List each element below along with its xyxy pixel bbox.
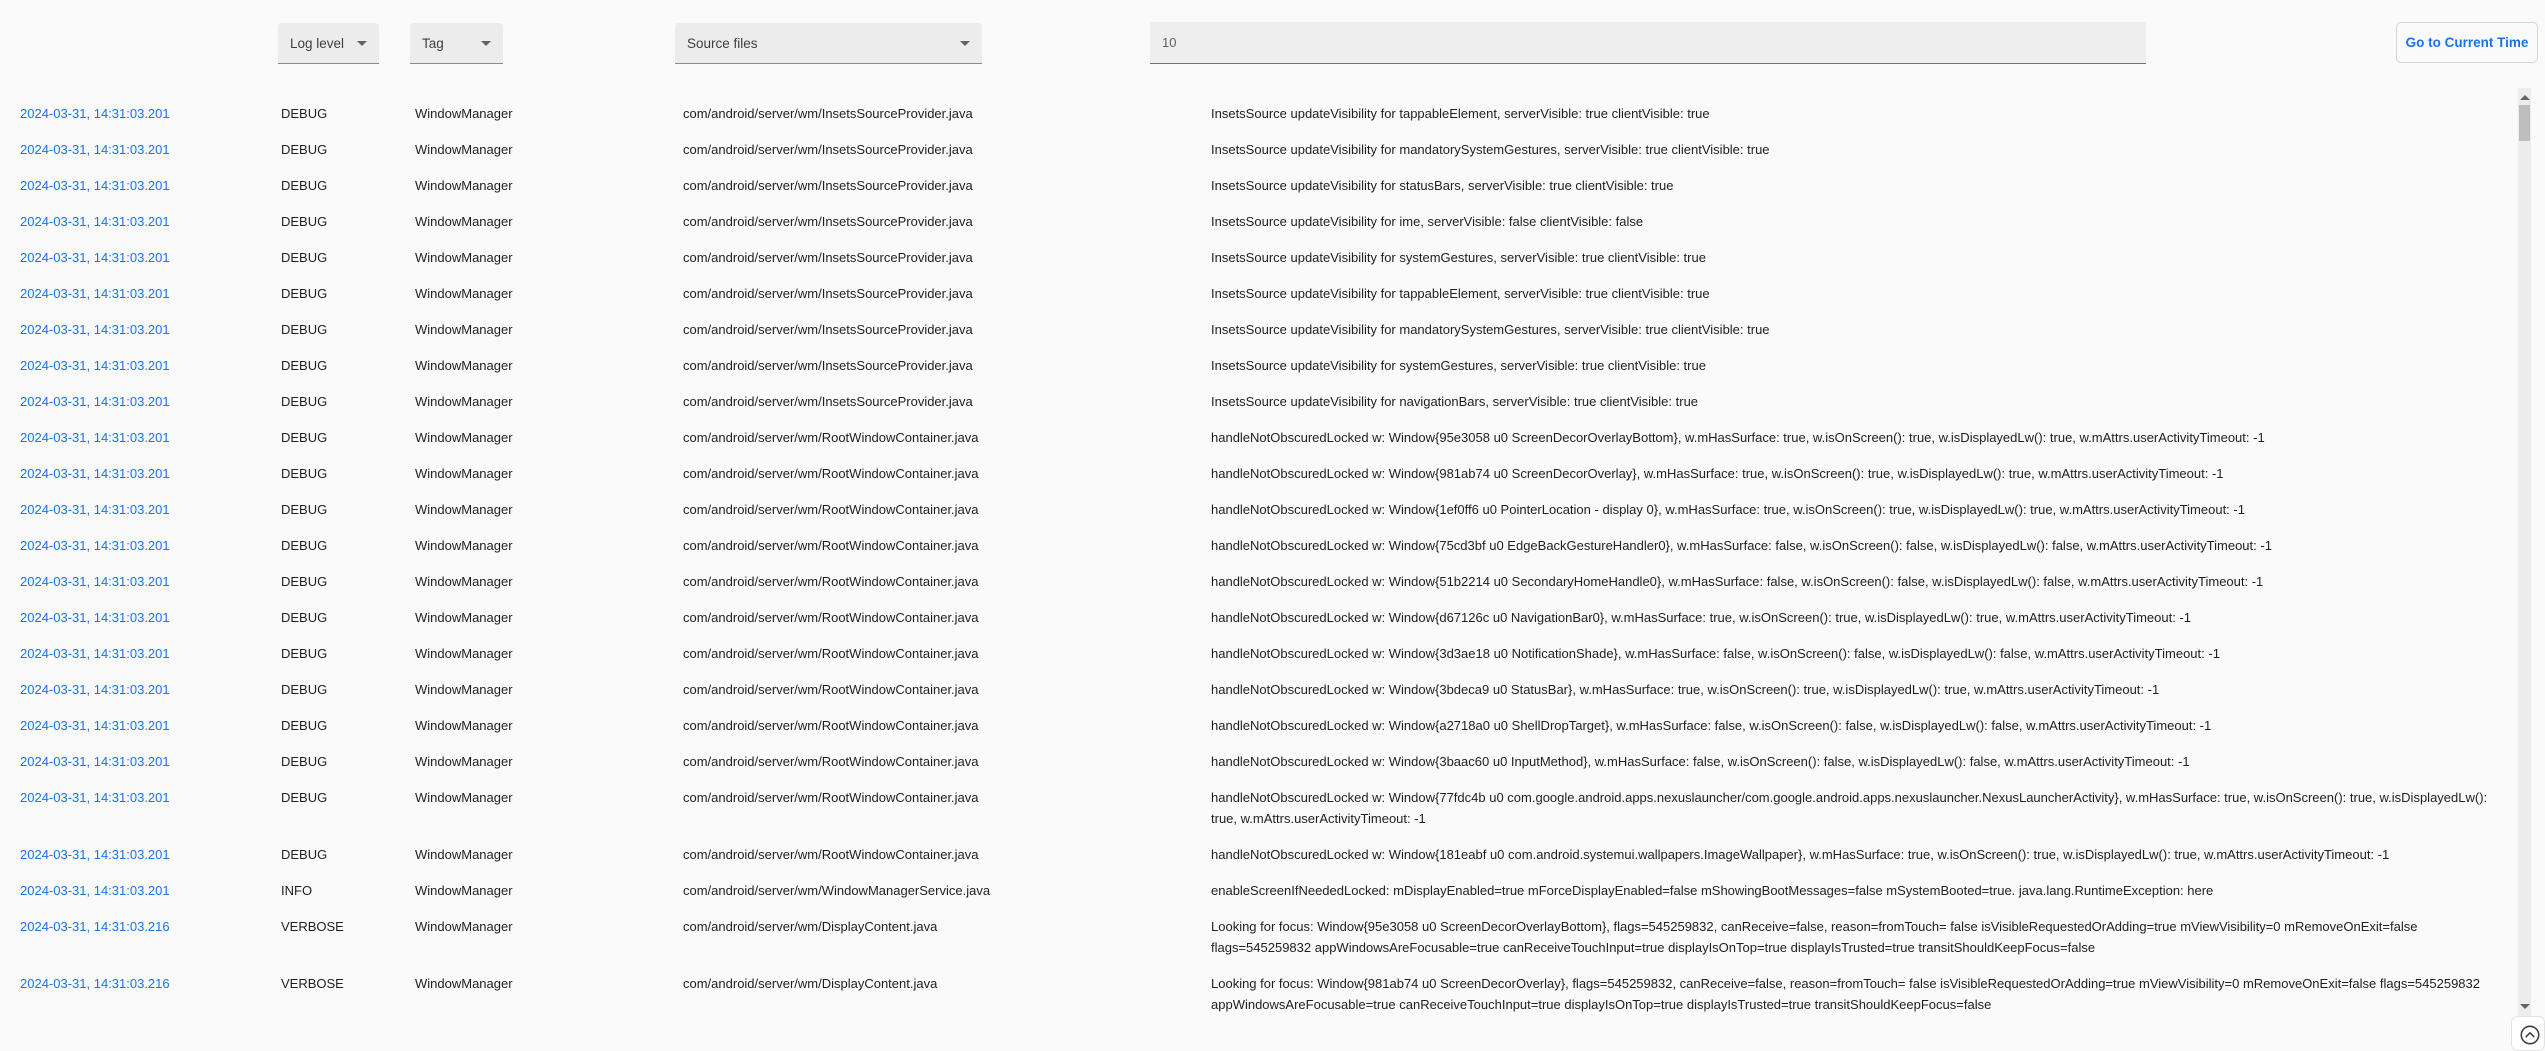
log-source-cell: com/android/server/wm/RootWindowContainer.java bbox=[683, 610, 979, 625]
log-message-cell: handleNotObscuredLocked w: Window{181eabf u0 com.android.systemui.wallpapers.ImageWallpaper}, w.mHasSurface: true, w.isOnScreen(): true, w.isDisplayedLw(): true, w.mAttrs.userActivityTimeout: -1 bbox=[1211, 847, 2390, 862]
log-source-cell: com/android/server/wm/RootWindowContainer.java bbox=[683, 718, 979, 733]
log-tag-cell: WindowManager bbox=[415, 976, 513, 991]
scrollbar-up-arrow-icon[interactable] bbox=[2520, 95, 2530, 100]
log-row bbox=[0, 743, 2517, 779]
circle-chevron-up-icon bbox=[2519, 1024, 2541, 1046]
log-tag-cell: WindowManager bbox=[415, 610, 513, 625]
log-row bbox=[0, 563, 2517, 599]
log-tag-cell: WindowManager bbox=[415, 538, 513, 553]
log-timestamp-link[interactable]: 2024-03-31, 14:31:03.201 bbox=[20, 718, 170, 733]
log-row bbox=[0, 491, 2517, 527]
log-source-cell: com/android/server/wm/RootWindowContainer.java bbox=[683, 538, 979, 553]
scrollbar-down-arrow-icon[interactable] bbox=[2520, 1004, 2530, 1009]
log-level-cell: DEBUG bbox=[281, 754, 328, 769]
log-source-cell: com/android/server/wm/RootWindowContainer.java bbox=[683, 682, 979, 697]
log-timestamp-link[interactable]: 2024-03-31, 14:31:03.201 bbox=[20, 610, 170, 625]
log-source-cell: com/android/server/wm/InsetsSourceProvider.java bbox=[683, 394, 973, 409]
log-message-cell: Looking for focus: Window{981ab74 u0 ScreenDecorOverlay}, flags=545259832, canReceive=false, reason=fromTouch= false isVisibleRequestedOrAdding=true mViewVisibility=0 mRemoveOnExit=false flags=545259832 appWindowsAreFocusable=true canReceiveTouchInput=true displayIsOnTop=true displayIsTrusted=true transitShouldKeepFocus=false bbox=[1211, 976, 2480, 1012]
log-level-cell: DEBUG bbox=[281, 286, 328, 301]
log-row bbox=[0, 779, 2517, 836]
log-source-cell: com/android/server/wm/InsetsSourceProvider.java bbox=[683, 322, 973, 337]
log-message-cell: InsetsSource updateVisibility for systemGestures, serverVisible: true clientVisible: true bbox=[1211, 250, 1706, 265]
log-tag-cell: WindowManager bbox=[415, 847, 513, 862]
log-tag-cell: WindowManager bbox=[415, 718, 513, 733]
log-level-cell: DEBUG bbox=[281, 178, 328, 193]
log-level-cell: INFO bbox=[281, 883, 313, 898]
log-source-cell: com/android/server/wm/InsetsSourceProvider.java bbox=[683, 214, 973, 229]
log-tag-cell: WindowManager bbox=[415, 919, 513, 934]
log-level-select[interactable] bbox=[278, 23, 379, 64]
log-message-cell: handleNotObscuredLocked w: Window{1ef0ff6 u0 PointerLocation - display 0}, w.mHasSurface: true, w.isOnScreen(): true, w.isDisplayedLw(): true, w.mAttrs.userActivityTimeout: -1 bbox=[1211, 502, 2245, 517]
log-level-cell: DEBUG bbox=[281, 790, 328, 805]
log-timestamp-link[interactable]: 2024-03-31, 14:31:03.201 bbox=[20, 394, 170, 409]
log-tag-cell: WindowManager bbox=[415, 394, 513, 409]
log-message-cell: handleNotObscuredLocked w: Window{3baac60 u0 InputMethod}, w.mHasSurface: false, w.isOnScreen(): false, w.isDisplayedLw(): false, w.mAttrs.userActivityTimeout: -1 bbox=[1211, 754, 2190, 769]
log-level-cell: DEBUG bbox=[281, 394, 328, 409]
log-row bbox=[0, 95, 2517, 131]
log-timestamp-link[interactable]: 2024-03-31, 14:31:03.201 bbox=[20, 106, 170, 121]
log-row bbox=[0, 527, 2517, 563]
log-message-cell: InsetsSource updateVisibility for systemGestures, serverVisible: true clientVisible: true bbox=[1211, 358, 1706, 373]
log-tag-cell: WindowManager bbox=[415, 502, 513, 517]
log-level-cell: DEBUG bbox=[281, 646, 328, 661]
source-files-select[interactable] bbox=[675, 23, 982, 64]
log-row bbox=[0, 419, 2517, 455]
log-timestamp-link[interactable]: 2024-03-31, 14:31:03.201 bbox=[20, 178, 170, 193]
log-timestamp-link[interactable]: 2024-03-31, 14:31:03.201 bbox=[20, 502, 170, 517]
log-level-cell: DEBUG bbox=[281, 142, 328, 157]
log-level-cell: DEBUG bbox=[281, 574, 328, 589]
log-source-cell: com/android/server/wm/RootWindowContainer.java bbox=[683, 466, 979, 481]
log-source-cell: com/android/server/wm/RootWindowContainer.java bbox=[683, 754, 979, 769]
log-timestamp-link[interactable]: 2024-03-31, 14:31:03.201 bbox=[20, 358, 170, 373]
log-tag-cell: WindowManager bbox=[415, 178, 513, 193]
log-message-cell: handleNotObscuredLocked w: Window{95e3058 u0 ScreenDecorOverlayBottom}, w.mHasSurface: true, w.isOnScreen(): true, w.isDisplayedLw(): true, w.mAttrs.userActivityTimeout: -1 bbox=[1211, 430, 2265, 445]
vertical-scrollbar[interactable] bbox=[2518, 88, 2531, 1016]
log-source-cell: com/android/server/wm/InsetsSourceProvider.java bbox=[683, 250, 973, 265]
log-source-cell: com/android/server/wm/RootWindowContainer.java bbox=[683, 847, 979, 862]
log-source-cell: com/android/server/wm/InsetsSourceProvider.java bbox=[683, 106, 973, 121]
log-row bbox=[0, 167, 2517, 203]
log-level-cell: DEBUG bbox=[281, 538, 328, 553]
log-tag-cell: WindowManager bbox=[415, 646, 513, 661]
log-tag-cell: WindowManager bbox=[415, 682, 513, 697]
log-level-cell: DEBUG bbox=[281, 502, 328, 517]
log-row bbox=[0, 347, 2517, 383]
log-message-cell: handleNotObscuredLocked w: Window{d67126c u0 NavigationBar0}, w.mHasSurface: true, w.isOnScreen(): true, w.isDisplayedLw(): true, w.mAttrs.userActivityTimeout: -1 bbox=[1211, 610, 2192, 625]
log-source-cell: com/android/server/wm/InsetsSourceProvider.java bbox=[683, 358, 973, 373]
log-tag-cell: WindowManager bbox=[415, 574, 513, 589]
log-level-cell: VERBOSE bbox=[281, 919, 344, 934]
log-row bbox=[0, 965, 2517, 1022]
log-tag-cell: WindowManager bbox=[415, 466, 513, 481]
log-timestamp-link[interactable]: 2024-03-31, 14:31:03.201 bbox=[20, 430, 170, 445]
log-timestamp-link[interactable]: 2024-03-31, 14:31:03.201 bbox=[20, 790, 170, 805]
log-tag-cell: WindowManager bbox=[415, 106, 513, 121]
log-message-cell: handleNotObscuredLocked w: Window{77fdc4b u0 com.google.android.apps.nexuslauncher/com.google.android.apps.nexuslauncher.NexusLauncherActivity}, w.mHasSurface: true, w.isOnScreen(): true, w.isDisplayedLw(): true, w.mAttrs.userActivityTimeout: -1 bbox=[1211, 790, 2488, 826]
log-tag-cell: WindowManager bbox=[415, 250, 513, 265]
log-timestamp-link[interactable]: 2024-03-31, 14:31:03.216 bbox=[20, 919, 170, 934]
log-timestamp-link[interactable]: 2024-03-31, 14:31:03.201 bbox=[20, 286, 170, 301]
log-level-cell: DEBUG bbox=[281, 718, 328, 733]
log-row bbox=[0, 707, 2517, 743]
log-row bbox=[0, 455, 2517, 491]
log-timestamp-link[interactable]: 2024-03-31, 14:31:03.201 bbox=[20, 646, 170, 661]
log-tag-cell: WindowManager bbox=[415, 790, 513, 805]
log-source-cell: com/android/server/wm/RootWindowContainer.java bbox=[683, 430, 979, 445]
log-message-cell: handleNotObscuredLocked w: Window{51b2214 u0 SecondaryHomeHandle0}, w.mHasSurface: false, w.isOnScreen(): false, w.isDisplayedLw(): false, w.mAttrs.userActivityTimeout: -1 bbox=[1211, 574, 2264, 589]
log-row bbox=[0, 671, 2517, 707]
tag-select-label: Tag bbox=[422, 35, 444, 51]
chevron-down-icon bbox=[357, 41, 367, 46]
log-level-cell: DEBUG bbox=[281, 322, 328, 337]
log-row bbox=[0, 908, 2517, 965]
log-message-cell: handleNotObscuredLocked w: Window{981ab74 u0 ScreenDecorOverlay}, w.mHasSurface: true, w.isOnScreen(): true, w.isDisplayedLw(): true, w.mAttrs.userActivityTimeout: -1 bbox=[1211, 466, 2224, 481]
log-row bbox=[0, 239, 2517, 275]
log-source-cell: com/android/server/wm/InsetsSourceProvider.java bbox=[683, 286, 973, 301]
log-message-cell: InsetsSource updateVisibility for statusBars, serverVisible: true clientVisible: true bbox=[1211, 178, 1674, 193]
log-message-cell: InsetsSource updateVisibility for navigationBars, serverVisible: true clientVisible: true bbox=[1211, 394, 1699, 409]
log-timestamp-link[interactable]: 2024-03-31, 14:31:03.201 bbox=[20, 682, 170, 697]
log-timestamp-link[interactable]: 2024-03-31, 14:31:03.201 bbox=[20, 574, 170, 589]
log-timestamp-link[interactable]: 2024-03-31, 14:31:03.201 bbox=[20, 538, 170, 553]
log-timestamp-link[interactable]: 2024-03-31, 14:31:03.201 bbox=[20, 466, 170, 481]
log-source-cell: com/android/server/wm/RootWindowContainer.java bbox=[683, 646, 979, 661]
log-row bbox=[0, 275, 2517, 311]
log-message-cell: handleNotObscuredLocked w: Window{3d3ae18 u0 NotificationShade}, w.mHasSurface: false, w.isOnScreen(): false, w.isDisplayedLw(): false, w.mAttrs.userActivityTimeout: -1 bbox=[1211, 646, 2220, 661]
log-source-cell: com/android/server/wm/WindowManagerService.java bbox=[683, 883, 991, 898]
filter-toolbar bbox=[0, 0, 2545, 88]
log-source-cell: com/android/server/wm/RootWindowContainer.java bbox=[683, 502, 979, 517]
log-level-cell: DEBUG bbox=[281, 466, 328, 481]
log-list bbox=[0, 95, 2517, 1051]
log-timestamp-link[interactable]: 2024-03-31, 14:31:03.201 bbox=[20, 142, 170, 157]
log-source-cell: com/android/server/wm/RootWindowContainer.java bbox=[683, 790, 979, 805]
log-level-cell: DEBUG bbox=[281, 610, 328, 625]
log-message-cell: InsetsSource updateVisibility for tappableElement, serverVisible: true clientVisible: true bbox=[1211, 286, 1710, 301]
scrollbar-thumb[interactable] bbox=[2519, 105, 2530, 141]
log-level-cell: DEBUG bbox=[281, 106, 328, 121]
log-source-cell: com/android/server/wm/RootWindowContainer.java bbox=[683, 574, 979, 589]
log-message-cell: Looking for focus: Window{95e3058 u0 ScreenDecorOverlayBottom}, flags=545259832, canReceive=false, reason=fromTouch= false isVisibleRequestedOrAdding=true mViewVisibility=0 mRemoveOnExit=false flags=545259832 appWindowsAreFocusable=true canReceiveTouchInput=true displayIsOnTop=true displayIsTrusted=true transitShouldKeepFocus=false bbox=[1211, 919, 2418, 955]
log-row bbox=[0, 383, 2517, 419]
log-message-cell: InsetsSource updateVisibility for ime, serverVisible: false clientVisible: false bbox=[1211, 214, 1644, 229]
log-timestamp-link[interactable]: 2024-03-31, 14:31:03.201 bbox=[20, 214, 170, 229]
log-level-select-label: Log level bbox=[290, 35, 345, 51]
chevron-down-icon bbox=[481, 41, 491, 46]
chevron-down-icon bbox=[960, 41, 970, 46]
log-level-cell: DEBUG bbox=[281, 682, 328, 697]
log-tag-cell: WindowManager bbox=[415, 322, 513, 337]
log-tag-cell: WindowManager bbox=[415, 883, 513, 898]
log-message-cell: enableScreenIfNeededLocked: mDisplayEnabled=true mForceDisplayEnabled=false mShowingBootMessages=false mSystemBooted=true. java.lang.RuntimeException: here bbox=[1211, 883, 2214, 898]
source-files-select-label: Source files bbox=[687, 35, 758, 51]
log-timestamp-link[interactable]: 2024-03-31, 14:31:03.216 bbox=[20, 976, 170, 991]
log-message-cell: InsetsSource updateVisibility for mandatorySystemGestures, serverVisible: true clientVisible: true bbox=[1211, 142, 1770, 157]
log-source-cell: com/android/server/wm/DisplayContent.java bbox=[683, 976, 938, 991]
log-level-cell: DEBUG bbox=[281, 214, 328, 229]
log-row bbox=[0, 635, 2517, 671]
log-timestamp-link[interactable]: 2024-03-31, 14:31:03.201 bbox=[20, 847, 170, 862]
go-to-current-time-button[interactable]: Go to Current Time bbox=[2396, 22, 2538, 63]
log-tag-cell: WindowManager bbox=[415, 214, 513, 229]
log-tag-cell: WindowManager bbox=[415, 430, 513, 445]
lines-input[interactable] bbox=[1150, 22, 2146, 64]
log-message-cell: handleNotObscuredLocked w: Window{75cd3bf u0 EdgeBackGestureHandler0}, w.mHasSurface: false, w.isOnScreen(): false, w.isDisplayedLw(): false, w.mAttrs.userActivityTimeout: -1 bbox=[1211, 538, 2272, 553]
log-timestamp-link[interactable]: 2024-03-31, 14:31:03.201 bbox=[20, 250, 170, 265]
log-message-cell: handleNotObscuredLocked w: Window{3bdeca9 u0 StatusBar}, w.mHasSurface: true, w.isOnScreen(): true, w.isDisplayedLw(): true, w.mAttrs.userActivityTimeout: -1 bbox=[1211, 682, 2160, 697]
log-timestamp-link[interactable]: 2024-03-31, 14:31:03.201 bbox=[20, 322, 170, 337]
log-source-cell: com/android/server/wm/InsetsSourceProvider.java bbox=[683, 142, 973, 157]
log-level-cell: VERBOSE bbox=[281, 976, 344, 991]
tag-select[interactable] bbox=[410, 23, 503, 64]
log-row bbox=[0, 131, 2517, 167]
log-timestamp-link[interactable]: 2024-03-31, 14:31:03.201 bbox=[20, 754, 170, 769]
log-level-cell: DEBUG bbox=[281, 250, 328, 265]
log-source-cell: com/android/server/wm/DisplayContent.java bbox=[683, 919, 938, 934]
log-level-cell: DEBUG bbox=[281, 358, 328, 373]
log-tag-cell: WindowManager bbox=[415, 286, 513, 301]
log-level-cell: DEBUG bbox=[281, 847, 328, 862]
log-level-cell: DEBUG bbox=[281, 430, 328, 445]
log-message-cell: InsetsSource updateVisibility for tappableElement, serverVisible: true clientVisible: true bbox=[1211, 106, 1710, 121]
log-row bbox=[0, 836, 2517, 872]
log-tag-cell: WindowManager bbox=[415, 142, 513, 157]
log-row bbox=[0, 872, 2517, 908]
log-row bbox=[0, 599, 2517, 635]
log-tag-cell: WindowManager bbox=[415, 358, 513, 373]
log-tag-cell: WindowManager bbox=[415, 754, 513, 769]
scroll-to-top-button[interactable] bbox=[2511, 1016, 2545, 1051]
log-row bbox=[0, 311, 2517, 347]
log-row bbox=[0, 203, 2517, 239]
log-message-cell: InsetsSource updateVisibility for mandatorySystemGestures, serverVisible: true clientVisible: true bbox=[1211, 322, 1770, 337]
log-timestamp-link[interactable]: 2024-03-31, 14:31:03.201 bbox=[20, 883, 170, 898]
log-message-cell: handleNotObscuredLocked w: Window{a2718a0 u0 ShellDropTarget}, w.mHasSurface: false, w.isOnScreen(): false, w.isDisplayedLw(): false, w.mAttrs.userActivityTimeout: -1 bbox=[1211, 718, 2212, 733]
log-source-cell: com/android/server/wm/InsetsSourceProvider.java bbox=[683, 178, 973, 193]
